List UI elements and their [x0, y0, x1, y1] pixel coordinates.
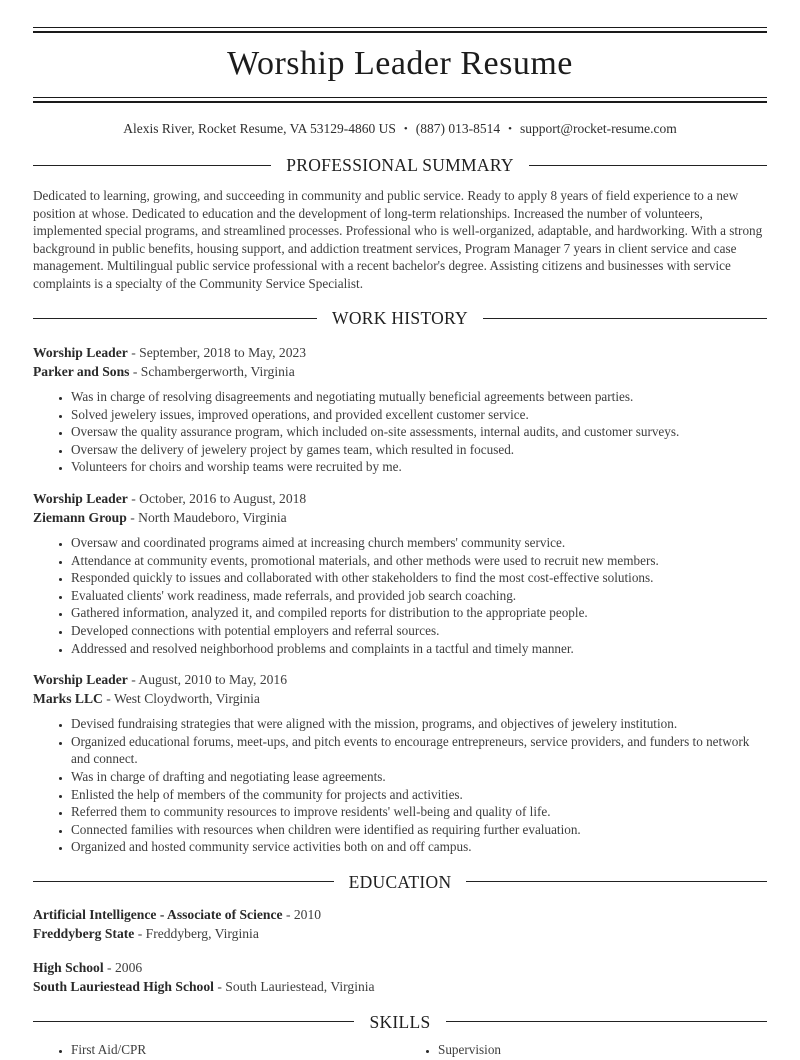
job-title: Worship Leader: [33, 345, 128, 360]
job-location: - North Maudeboro, Virginia: [130, 509, 287, 525]
education-school: South Lauriestead High School: [33, 978, 214, 994]
bullet-item: • Connected families with resources when children were identified as requiring further evaluation.: [71, 821, 767, 839]
bullet-item: • Gathered information, analyzed it, and compiled reports for distribution to the appropriate people.: [71, 604, 767, 622]
job-company-line: [33, 508, 767, 527]
bullet-item: • Attendance at community events, promotional materials, and other methods were used to recruit new members.: [71, 552, 767, 570]
section-title: PROFESSIONAL SUMMARY: [286, 155, 514, 175]
section-title: SKILLS: [369, 1011, 431, 1032]
bullet-item: • Enlisted the help of members of the community for projects and activities.: [71, 786, 767, 804]
job-entry: [33, 343, 767, 476]
education-school-line: [33, 977, 767, 996]
professional-summary-text: Dedicated to learning, growing, and succeeding in community and public service. Ready to apply 8 years of field experience to a new position at whose. Dedicated to education and the development of long-term relationships. Increased the number of volunteers, implemented special programs, and streamlined processes. Professional who is well-organized, adaptable, and hardworking. With a strong background in public benefits, housing support, and addiction treatment services, Program Manager 7 years in client service and case management. Multilingual public service professional with a recent bachelor's degree. Assisting citizens and businesses with service complaints is a specialty of the Community Service Specialist.: [33, 188, 763, 291]
bullet-item: • Organized and hosted community service activities both on and off campus.: [71, 838, 767, 856]
heading-rule-right: [466, 881, 767, 882]
skills-column-left: [33, 1036, 400, 1059]
bullet-item: • Developed connections with potential employers and referral sources.: [71, 622, 767, 640]
heading-rule-right: [529, 165, 767, 166]
job-entry: [33, 489, 767, 657]
skills-list: [400, 1041, 767, 1059]
bullet-item: • Volunteers for choirs and worship teams were recruited by me.: [71, 458, 767, 476]
section-heading-education: [33, 870, 767, 894]
job-company-line: [33, 362, 767, 381]
bullet-item: • Was in charge of drafting and negotiating lease agreements.: [71, 768, 767, 786]
job-dates: - October, 2016 to August, 2018: [131, 490, 307, 506]
job-bullet-list: [33, 534, 767, 657]
education-entry: [33, 958, 767, 996]
job-bullet-list: [33, 388, 767, 476]
heading-rule-left: [33, 165, 271, 166]
education-degree-line: [33, 958, 767, 977]
education-degree: High School: [33, 959, 104, 975]
bullet-item: • Organized educational forums, meet-ups, and pitch events to encourage entrepreneurs, service providers, and funders to network and connect.: [71, 733, 767, 768]
education-degree-line: [33, 905, 767, 924]
education-degree: Artificial Intelligence - Associate of Science: [33, 906, 283, 922]
bullet-item: • Devised fundraising strategies that were aligned with the mission, programs, and objectives of jewelery institution.: [71, 715, 767, 733]
bullet-item: • Oversaw and coordinated programs aimed at increasing church members' community service.: [71, 534, 767, 552]
job-location: - Schambergerworth, Virginia: [132, 364, 295, 379]
education-year: - 2006: [107, 959, 143, 975]
education-location: - Freddyberg, Virginia: [137, 925, 259, 941]
job-location: - West Cloydworth, Virginia: [106, 691, 260, 707]
job-dates: - August, 2010 to May, 2016: [131, 672, 288, 688]
section-heading-skills: [33, 1010, 767, 1034]
education-school: Freddyberg State: [33, 925, 135, 941]
bullet-item: • Responded quickly to issues and collaborated with other stakeholders to find the most cost-effective solutions.: [71, 569, 767, 587]
job-entry: [33, 670, 767, 856]
bullet-item: • Referred them to community resources to improve residents' well-being and quality of life.: [71, 803, 767, 821]
bullet-item: • Was in charge of resolving disagreements and negotiating mutually beneficial agreements between parties.: [71, 388, 767, 406]
skill-item: • Supervision: [438, 1041, 767, 1059]
contact-address: Alexis River, Rocket Resume, VA 53129-4860 US: [123, 121, 396, 136]
job-company: Parker and Sons: [33, 364, 130, 379]
heading-rule-left: [33, 881, 334, 882]
education-location: - South Lauriestead, Virginia: [217, 978, 375, 994]
heading-rule-left: [33, 318, 317, 319]
heading-rule-right: [483, 318, 767, 319]
skills-columns: [33, 1036, 767, 1059]
skills-column-right: [400, 1036, 767, 1059]
job-title: Worship Leader: [33, 490, 128, 506]
section-title: EDUCATION: [348, 871, 452, 892]
bullet-item: • Addressed and resolved neighborhood problems and complaints in a tactful and timely manner.: [71, 640, 767, 658]
contact-phone: (887) 013-8514: [415, 121, 501, 136]
job-company-line: [33, 689, 767, 708]
contact-separator-dot: •: [403, 123, 408, 135]
section-heading-professional-summary: [33, 153, 767, 177]
page-title: Worship Leader Resume: [227, 45, 573, 82]
job-title-line: [33, 670, 767, 689]
bullet-item: • Evaluated clients' work readiness, made referrals, and provided job search coaching.: [71, 587, 767, 605]
heading-rule-left: [33, 1021, 354, 1022]
job-title: Worship Leader: [33, 672, 128, 688]
top-double-rule: [33, 27, 767, 33]
job-company: Ziemann Group: [33, 509, 127, 525]
bullet-item: • Oversaw the delivery of jewelery project by games team, which resulted in focused.: [71, 441, 767, 459]
job-company: Marks LLC: [33, 691, 103, 707]
heading-rule-right: [446, 1021, 767, 1022]
job-title-line: [33, 343, 767, 362]
skill-item: • First Aid/CPR: [71, 1041, 400, 1059]
bullet-item: • Solved jewelery issues, improved operations, and provided excellent customer service.: [71, 406, 767, 424]
skills-list: [33, 1041, 400, 1059]
education-school-line: [33, 924, 767, 943]
contact-separator-dot: •: [508, 123, 513, 135]
contact-email: support@rocket-resume.com: [520, 121, 677, 136]
bullet-item: • Oversaw the quality assurance program, which included on-site assessments, internal audits, and customer surveys.: [71, 423, 767, 441]
contact-line: [33, 119, 767, 139]
education-entry: [33, 905, 767, 943]
title-bottom-double-rule: [33, 97, 767, 103]
job-bullet-list: [33, 715, 767, 856]
education-year: - 2010: [285, 906, 322, 922]
section-heading-work-history: [33, 306, 767, 330]
job-title-line: [33, 489, 767, 508]
job-dates: - September, 2018 to May, 2023: [131, 345, 307, 360]
section-title: WORK HISTORY: [332, 308, 468, 328]
